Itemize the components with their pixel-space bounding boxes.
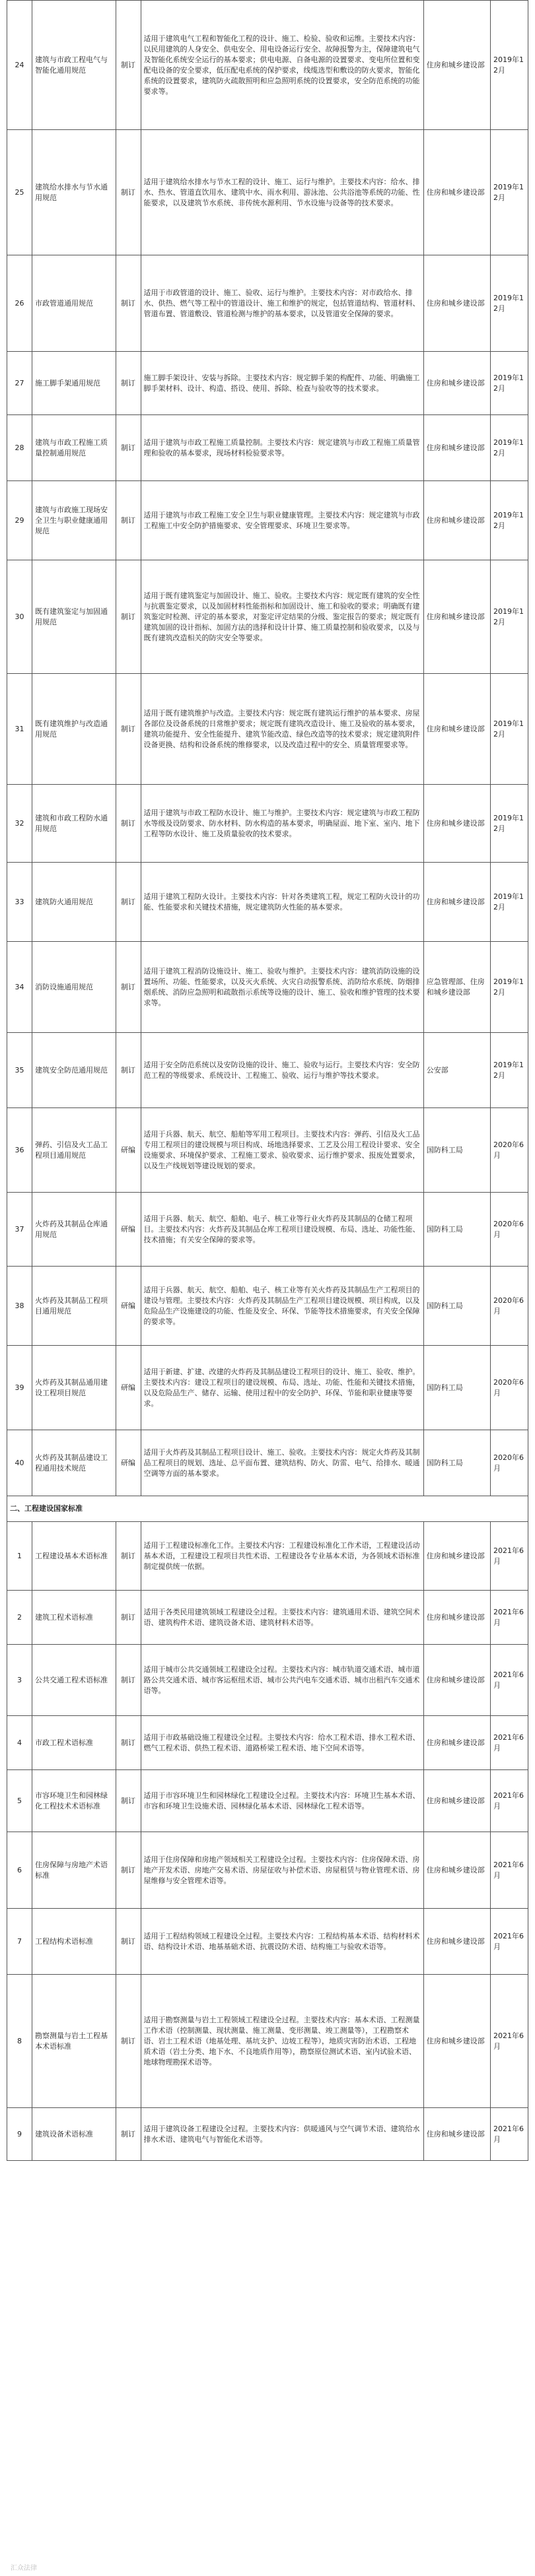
completion-date: 2021年6月 (491, 1975, 528, 2108)
work-type: 研编 (116, 1346, 141, 1430)
row-number: 37 (7, 1193, 32, 1267)
watermark: 汇众法律 (11, 2565, 37, 2572)
table-row (7, 1, 528, 130)
work-type: 制订 (116, 415, 141, 481)
responsible-org: 应急管理部、住房和城乡建设部 (423, 942, 490, 1033)
table-row (7, 1267, 528, 1346)
technical-content: 适用于建筑给水排水与节水工程的设计、施工、运行与维护。主要技术内容：给水、排水、热水、管道直饮用水、建筑中水、雨水利用、游泳池、公共浴池等系统的功能、性能要求，以及建筑节水系统、非传统水源利用、节水设施与设备等的技术要求。 (141, 130, 423, 255)
responsible-org: 住房和城乡建设部 (423, 352, 490, 415)
standard-name: 火炸药及其制品通用建设工程项目规范 (32, 1346, 116, 1430)
section-title: 二、工程建设国家标准 (7, 1496, 528, 1522)
row-number: 36 (7, 1108, 32, 1193)
row-number: 30 (7, 560, 32, 674)
technical-content: 适用于既有建筑鉴定与加固设计、施工、验收。主要技术内容：规定既有建筑的安全性与抗震鉴定要求，以及加固材料性能指标和加固设计、施工和验收的要求；明确既有建筑鉴定时检测、评定的基本要求，对鉴定评定结果的分级、鉴定报告的要求；规定既有建筑加固的设计指标、加固方法的选择和设计计算、施工质量控制和验收要求，以及与既有建筑改造相关的防灾安全等要求。 (141, 560, 423, 674)
work-type: 研编 (116, 1108, 141, 1193)
row-number: 28 (7, 415, 32, 481)
table-row (7, 1346, 528, 1430)
standard-name: 市政管道通用规范 (32, 255, 116, 352)
responsible-org: 住房和城乡建设部 (423, 1, 490, 130)
work-type: 制订 (116, 674, 141, 785)
row-number: 34 (7, 942, 32, 1033)
row-number: 2 (7, 1591, 32, 1645)
completion-date: 2021年6月 (491, 1591, 528, 1645)
table-row (7, 674, 528, 785)
technical-content: 适用于市容环境卫生和园林绿化工程建设全过程。主要技术内容：环境卫生基本术语、市容和环境卫生设施术语、园林绿化基本术语、园林绿化工程术语等。 (141, 1770, 423, 1832)
work-type: 制订 (116, 1, 141, 130)
row-number: 4 (7, 1716, 32, 1770)
responsible-org: 国防科工局 (423, 1430, 490, 1496)
responsible-org: 住房和城乡建设部 (423, 785, 490, 863)
completion-date: 2019年12月 (491, 130, 528, 255)
row-number: 9 (7, 2108, 32, 2161)
responsible-org: 住房和城乡建设部 (423, 1645, 490, 1716)
completion-date: 2020年6月 (491, 1346, 528, 1430)
standard-name: 建筑工程术语标准 (32, 1591, 116, 1645)
responsible-org: 公安部 (423, 1033, 490, 1108)
table-row (7, 130, 528, 255)
row-number: 29 (7, 481, 32, 560)
responsible-org: 住房和城乡建设部 (423, 255, 490, 352)
table-row (7, 352, 528, 415)
completion-date: 2019年12月 (491, 352, 528, 415)
row-number: 24 (7, 1, 32, 130)
completion-date: 2019年12月 (491, 560, 528, 674)
work-type: 制订 (116, 130, 141, 255)
row-number: 1 (7, 1522, 32, 1591)
table-row (7, 1033, 528, 1108)
table-row (7, 1522, 528, 1591)
responsible-org: 国防科工局 (423, 1267, 490, 1346)
completion-date: 2020年6月 (491, 1267, 528, 1346)
work-type: 制订 (116, 863, 141, 942)
work-type: 制订 (116, 560, 141, 674)
standard-name: 既有建筑鉴定与加固通用规范 (32, 560, 116, 674)
table-row (7, 415, 528, 481)
row-number: 31 (7, 674, 32, 785)
technical-content: 适用于兵器、航天、航空、船舶、电子、核工业等行业火炸药及其制品的仓储工程项目。主要技术内容：火炸药及其制品仓库工程项目建设规模、布局、选址、功能性能、技术措施；有关安全保障的要求等。 (141, 1193, 423, 1267)
work-type: 制订 (116, 942, 141, 1033)
technical-content: 适用于安全防范系统以及安防设施的设计、施工、验收与运行。主要技术内容：安全防范工程的等级要求、系统设计、工程施工、验收、运行与维护等技术要求。 (141, 1033, 423, 1108)
standard-name: 市容环境卫生和园林绿化工程技术术语标准 (32, 1770, 116, 1832)
standards-table (7, 0, 528, 2161)
row-number: 5 (7, 1770, 32, 1832)
responsible-org: 国防科工局 (423, 1108, 490, 1193)
technical-content: 适用于工程结构领域工程建设全过程。主要技术内容：工程结构基本术语、结构材料术语、结构设计术语、地基基础术语、抗震设防术语、结构施工与验收术语等。 (141, 1909, 423, 1975)
completion-date: 2021年6月 (491, 1909, 528, 1975)
completion-date: 2021年6月 (491, 1832, 528, 1909)
standard-name: 公共交通工程术语标准 (32, 1645, 116, 1716)
completion-date: 2019年12月 (491, 481, 528, 560)
row-number: 7 (7, 1909, 32, 1975)
work-type: 制订 (116, 481, 141, 560)
table-row (7, 1193, 528, 1267)
standard-name: 工程结构术语标准 (32, 1909, 116, 1975)
table-row (7, 560, 528, 674)
technical-content: 适用于市政基础设施工程建设全过程。主要技术内容：给水工程术语、排水工程术语、燃气工程术语、供热工程术语、道路桥梁工程术语、地下空间术语等。 (141, 1716, 423, 1770)
technical-content: 适用于勘察测量与岩土工程领域工程建设全过程。主要技术内容：基本术语、工程测量工作术语（控制测量、现状测量、施工测量、变形测量、竣工测量等），工程勘察术语、岩土工程术语（地基处理、基坑支护、边坡工程等），地质灾害防治术语、工程地质术语（岩土分类、地下水、不良地质作用等），勘察原位测试术语、室内试验术语、地球物理勘探术语等。 (141, 1975, 423, 2108)
technical-content: 适用于建筑与市政工程防水设计、施工与维护。主要技术内容：规定建筑与市政工程防水等级及设防要求、防水材料、防水构造的基本要求，明确屋面、地下室、室内、地下工程等防水设计、施工及质量验收的技术要求。 (141, 785, 423, 863)
section-header-row (7, 1496, 528, 1522)
responsible-org: 住房和城乡建设部 (423, 1975, 490, 2108)
responsible-org: 住房和城乡建设部 (423, 130, 490, 255)
technical-content: 适用于工程建设标准化工作。主要技术内容：工程建设标准化工作术语，工程建设活动基本术语，工程建设工程项目共性术语、工程建设各专业基本术语，为各领域术语标准制定提供统一依据。 (141, 1522, 423, 1591)
work-type: 制订 (116, 1522, 141, 1591)
table-row (7, 1591, 528, 1645)
row-number: 39 (7, 1346, 32, 1430)
responsible-org: 住房和城乡建设部 (423, 415, 490, 481)
row-number: 6 (7, 1832, 32, 1909)
technical-content: 适用于建筑与市政工程施工质量控制。主要技术内容：规定建筑与市政工程施工质量管理和验收的基本要求，现场材料检验要求等。 (141, 415, 423, 481)
standard-name: 施工脚手架通用规范 (32, 352, 116, 415)
responsible-org: 住房和城乡建设部 (423, 1770, 490, 1832)
completion-date: 2019年12月 (491, 255, 528, 352)
row-number: 3 (7, 1645, 32, 1716)
row-number: 40 (7, 1430, 32, 1496)
standard-name: 火炸药及其制品工程项目通用规范 (32, 1267, 116, 1346)
completion-date: 2019年12月 (491, 785, 528, 863)
responsible-org: 住房和城乡建设部 (423, 863, 490, 942)
row-number: 26 (7, 255, 32, 352)
technical-content: 适用于建筑与市政工程施工安全卫生与职业健康管理。主要技术内容：规定建筑与市政工程施工中安全防护措施要求、安全管理要求、环境卫生要求等。 (141, 481, 423, 560)
work-type: 制订 (116, 785, 141, 863)
work-type: 研编 (116, 1267, 141, 1346)
standard-name: 建筑防火通用规范 (32, 863, 116, 942)
technical-content: 适用于建筑工程防火设计。主要技术内容：针对各类建筑工程，规定工程防火设计的功能、性能要求和关键技术措施，规定建筑防火性能的基本要求。 (141, 863, 423, 942)
work-type: 研编 (116, 1193, 141, 1267)
standard-name: 既有建筑维护与改造通用规范 (32, 674, 116, 785)
row-number: 33 (7, 863, 32, 942)
completion-date: 2021年6月 (491, 2108, 528, 2161)
completion-date: 2019年12月 (491, 674, 528, 785)
responsible-org: 住房和城乡建设部 (423, 1591, 490, 1645)
standard-name: 弹药、引信及火工品工程项目通用规范 (32, 1108, 116, 1193)
row-number: 35 (7, 1033, 32, 1108)
technical-content: 施工脚手架设计、安装与拆除。主要技术内容：规定脚手架的构配件、功能、明确施工脚手架材料、设计、构造、搭设、使用、拆除、检查与验收等的技术要求。 (141, 352, 423, 415)
row-number: 27 (7, 352, 32, 415)
standard-name: 建筑给水排水与节水通用规范 (32, 130, 116, 255)
row-number: 38 (7, 1267, 32, 1346)
table-row (7, 1645, 528, 1716)
standard-name: 建筑与市政工程施工质量控制通用规范 (32, 415, 116, 481)
completion-date: 2021年6月 (491, 1770, 528, 1832)
work-type: 制订 (116, 352, 141, 415)
responsible-org: 国防科工局 (423, 1193, 490, 1267)
work-type: 研编 (116, 1430, 141, 1496)
technical-content: 适用于兵器、航天、航空、船舶等军用工程项目。主要技术内容：弹药、引信及火工品专用工程项目的建设规模与项目构成、场地选择要求、工艺及公用工程设计要求、安全设施要求、环境保护要求、工程施工要求、验收要求、运行维护要求、报废处置要求，以及生产线规划等建设规划的要求。 (141, 1108, 423, 1193)
standard-name: 建筑和市政工程防水通用规范 (32, 785, 116, 863)
completion-date: 2021年6月 (491, 1522, 528, 1591)
technical-content: 适用于城市公共交通领域工程建设全过程。主要技术内容：城市轨道交通术语、城市道路公共交通术语、城市客运枢纽术语、城市公共汽电车交通术语、城市出租汽车交通术语等。 (141, 1645, 423, 1716)
standard-name: 火炸药及其制品仓库通用规范 (32, 1193, 116, 1267)
completion-date: 2020年6月 (491, 1108, 528, 1193)
standard-name: 火炸药及其制品建设工程通用技术规范 (32, 1430, 116, 1496)
standard-name: 建筑安全防范通用规范 (32, 1033, 116, 1108)
technical-content: 适用于建筑电气工程和智能化工程的设计、施工、检验、验收和运维。主要技术内容：以民用建筑的人身安全、供电安全、用电设备运行安全、故障报警为主，保障建筑电气及智能化系统安全运行的基本要求；供电电源、自备电源的设置要求、变电所位置和变配电设备的安全要求，低压配电系统的保护要求，线缆选型和敷设的防火要求，智能化系统的设置要求，建筑防火疏散照明和应急照明系统的设置要求，安全防范系统的功能要求等。 (141, 1, 423, 130)
row-number: 25 (7, 130, 32, 255)
technical-content: 适用于火炸药及其制品工程项目设计、施工、验收。主要技术内容：规定火炸药及其制品工程项目的规划、选址、总平面布置、建筑结构、防火、防雷、电气、给排水、暖通空调等方面的基本要求。 (141, 1430, 423, 1496)
table-row (7, 1108, 528, 1193)
table-row (7, 1716, 528, 1770)
standard-name: 工程建设基本术语标准 (32, 1522, 116, 1591)
technical-content: 适用于建筑工程消防设施设计、施工、验收与维护。主要技术内容：建筑消防设施的设置场所、功能、性能要求，以及灭火系统、火灾自动报警系统、消防给水系统、防烟排烟系统、消防应急照明和疏散指示系统等设施的设计、施工、验收和维护管理的技术要求等。 (141, 942, 423, 1033)
table-row (7, 863, 528, 942)
completion-date: 2020年6月 (491, 1430, 528, 1496)
technical-content: 适用于兵器、航天、航空、船舶、电子、核工业等有关火炸药及其制品生产工程项目的建设与管理。主要技术内容：火炸药及其制品生产工程项目建设规模、项目构成，以及危险品生产设施建设的功能、性能及安全、环保、节能等技术措施要求，有关安全保障的要求等。 (141, 1267, 423, 1346)
responsible-org: 住房和城乡建设部 (423, 481, 490, 560)
completion-date: 2019年12月 (491, 1033, 528, 1108)
table-row (7, 1975, 528, 2108)
standard-name: 建筑设备术语标准 (32, 2108, 116, 2161)
work-type: 制订 (116, 1832, 141, 1909)
table-row (7, 255, 528, 352)
row-number: 8 (7, 1975, 32, 2108)
table-row (7, 2108, 528, 2161)
responsible-org: 住房和城乡建设部 (423, 674, 490, 785)
technical-content: 适用于建筑设备工程建设全过程。主要技术内容：供暖通风与空气调节术语、建筑给水排水术语、建筑电气与智能化术语等。 (141, 2108, 423, 2161)
standard-name: 勘察测量与岩土工程基本术语标准 (32, 1975, 116, 2108)
completion-date: 2019年12月 (491, 863, 528, 942)
technical-content: 适用于既有建筑维护与改造。主要技术内容：规定既有建筑运行维护的基本要求、房屋各部位及设备系统的日常维护要求；规定既有建筑改造设计、施工及验收的基本要求，建筑功能提升、安全性能提升、建筑节能改造、绿色改造等的技术要求；规定建筑附件设备更换、结构和设备系统的维修要求，以及改造过程中的安全、质量管理要求等。 (141, 674, 423, 785)
responsible-org: 住房和城乡建设部 (423, 1832, 490, 1909)
table-row (7, 1430, 528, 1496)
responsible-org: 住房和城乡建设部 (423, 1716, 490, 1770)
table-row (7, 1909, 528, 1975)
responsible-org: 国防科工局 (423, 1346, 490, 1430)
responsible-org: 住房和城乡建设部 (423, 1522, 490, 1591)
standard-name: 市政工程术语标准 (32, 1716, 116, 1770)
standard-name: 住房保障与房地产术语标准 (32, 1832, 116, 1909)
responsible-org: 住房和城乡建设部 (423, 560, 490, 674)
completion-date: 2021年6月 (491, 1645, 528, 1716)
completion-date: 2019年12月 (491, 415, 528, 481)
work-type: 制订 (116, 1909, 141, 1975)
work-type: 制订 (116, 255, 141, 352)
work-type: 制订 (116, 2108, 141, 2161)
responsible-org: 住房和城乡建设部 (423, 2108, 490, 2161)
table-row (7, 785, 528, 863)
standard-name: 建筑与市政施工现场安全卫生与职业健康通用规范 (32, 481, 116, 560)
technical-content: 适用于各类民用建筑领域工程建设全过程。主要技术内容：建筑通用术语、建筑空间术语、建筑构件术语、建筑设备术语、建筑材料术语等。 (141, 1591, 423, 1645)
technical-content: 适用于住房保障和房地产领域相关工程建设全过程。主要技术内容：住房保障术语、房地产开发术语、房地产交易术语、房屋征收与补偿术语、房屋租赁与物业管理术语、房屋维修与安全管理术语等。 (141, 1832, 423, 1909)
completion-date: 2021年6月 (491, 1716, 528, 1770)
completion-date: 2019年12月 (491, 942, 528, 1033)
work-type: 制订 (116, 1770, 141, 1832)
work-type: 制订 (116, 1645, 141, 1716)
responsible-org: 住房和城乡建设部 (423, 1909, 490, 1975)
standard-name: 建筑与市政工程电气与智能化通用规范 (32, 1, 116, 130)
work-type: 制订 (116, 1591, 141, 1645)
table-row (7, 481, 528, 560)
table-row (7, 1770, 528, 1832)
completion-date: 2020年6月 (491, 1193, 528, 1267)
standard-name: 消防设施通用规范 (32, 942, 116, 1033)
row-number: 32 (7, 785, 32, 863)
work-type: 制订 (116, 1033, 141, 1108)
table-row (7, 942, 528, 1033)
work-type: 制订 (116, 1975, 141, 2108)
technical-content: 适用于新建、扩建、改建的火炸药及其制品建设工程项目的设计、施工、验收、维护。主要技术内容：建设工程项目的建设规模、布局、选址、功能、性能和关键技术措施，以及危险品生产、储存、运输、使用过程中的安全防护、环保、节能和职业健康等要求。 (141, 1346, 423, 1430)
technical-content: 适用于市政管道的设计、施工、验收、运行与维护。主要技术内容：对市政给水、排水、供热、燃气等工程中的管道设计、施工和维护的规定，包括管道结构、管道材料、管道布置、管道敷设、管道检测与维护的基本要求，以及管道安全保障的要求。 (141, 255, 423, 352)
completion-date: 2019年12月 (491, 1, 528, 130)
table-row (7, 1832, 528, 1909)
work-type: 制订 (116, 1716, 141, 1770)
